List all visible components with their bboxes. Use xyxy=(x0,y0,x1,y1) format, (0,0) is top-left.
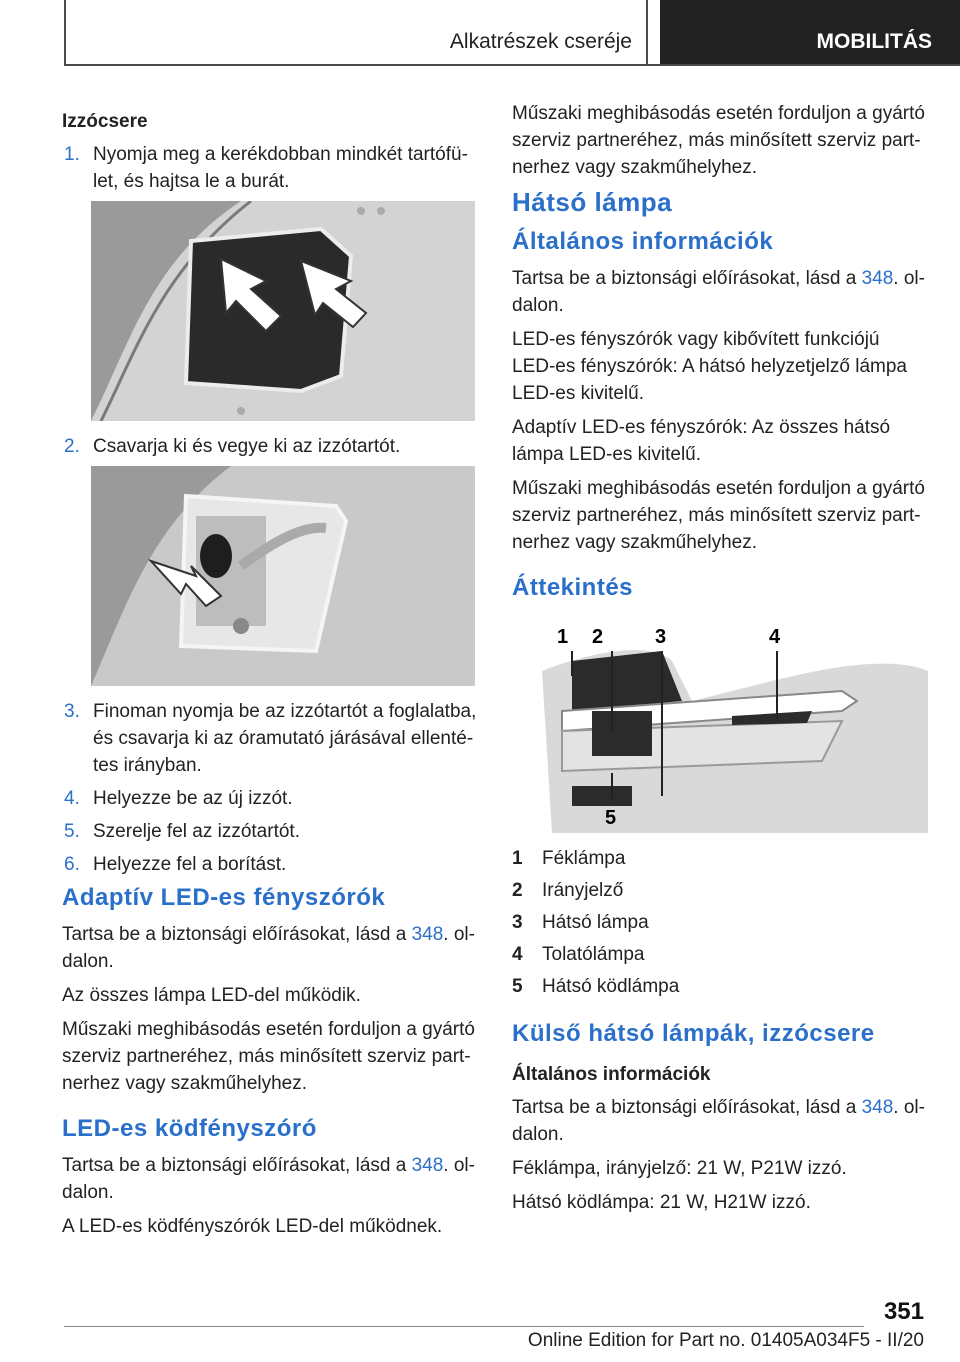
bulb-holder-photo xyxy=(91,466,475,686)
paragraph: A LED-es ködfényszórók LED-del működnek. xyxy=(62,1216,443,1237)
safety-reference: Tartsa be a biztonsági előírásokat, lásd a 348. ol‐ dalon. xyxy=(62,1155,475,1203)
bulb-replacement-heading: Izzócsere xyxy=(62,111,148,132)
header-section-title: Alkatrészek cseréje xyxy=(449,30,632,53)
paragraph: Az összes lámpa LED-del működik. xyxy=(62,985,361,1006)
legend-item: 3 Hátsó lámpa xyxy=(512,912,649,933)
outer-rear-lights-heading: Külső hátsó lámpák, izzócsere xyxy=(512,1020,875,1047)
safety-reference: Tartsa be a biztonsági előírásokat, lásd a 348. ol‐ dalon. xyxy=(512,268,925,316)
legend-item: 2 Irányjelző xyxy=(512,880,624,901)
figure-label-1: 1 xyxy=(557,626,569,648)
adaptive-led-heading: Adaptív LED-es fényszórók xyxy=(62,884,386,911)
paragraph: Műszaki meghibásodás esetén forduljon a gyártó szerviz partneréhez, más minősített szerviz part‐ nerhez vagy szakműhelyhez. xyxy=(512,103,925,178)
paragraph: Műszaki meghibásodás esetén forduljon a gyártó szerviz partneréhez, más minősített szerviz part‐ nerhez vagy szakműhelyhez. xyxy=(512,478,925,553)
rear-light-heading: Hátsó lámpa xyxy=(512,187,673,217)
legend-list xyxy=(512,845,927,1000)
steps-list-b xyxy=(62,433,477,460)
footer-edition: Online Edition for Part no. 01405A034F5 - II/20 xyxy=(527,1330,924,1351)
general-info-subheading: Általános információk xyxy=(512,1064,711,1085)
steps-list-c xyxy=(62,698,477,878)
overview-heading: Áttekintés xyxy=(512,574,634,601)
right-column xyxy=(512,100,927,1223)
paragraph: Műszaki meghibásodás esetén forduljon a gyártó szerviz partneréhez, más minősített szerviz part‐ nerhez vagy szakműhelyhez. xyxy=(62,1019,475,1094)
paragraph: Adaptív LED-es fényszórók: Az összes hátsó lámpa LED-es kivitelű. xyxy=(512,417,891,465)
fog-light-heading: LED-es ködfényszóró xyxy=(62,1115,317,1142)
paragraph: Hátsó ködlámpa: 21 W, H21W izzó. xyxy=(512,1192,811,1213)
figure-label-2: 2 xyxy=(592,626,604,648)
step-text: Nyomja meg a kerékdobban mindkét tartófü‐ let, és hajtsa le a burát. xyxy=(93,144,468,192)
page-link[interactable]: 348 xyxy=(411,924,444,945)
step-number: 3. xyxy=(64,701,80,722)
step-item xyxy=(62,785,477,812)
paragraph: Féklámpa, irányjelző: 21 W, P21W izzó. xyxy=(512,1158,847,1179)
legend-item: 5 Hátsó ködlámpa xyxy=(512,976,680,997)
step-text: Helyezze fel a borítást. xyxy=(93,854,287,875)
step-item xyxy=(62,851,477,878)
page-link[interactable]: 348 xyxy=(861,268,894,289)
step-item xyxy=(62,433,477,460)
figure-label-5: 5 xyxy=(605,807,617,829)
step-number: 1. xyxy=(64,144,80,165)
step-number: 4. xyxy=(64,788,80,809)
left-column xyxy=(62,100,477,1247)
tail-light-diagram xyxy=(512,611,928,833)
safety-reference: Tartsa be a biztonsági előírásokat, lásd a 348. ol‐ dalon. xyxy=(512,1097,925,1145)
page-link[interactable]: 348 xyxy=(411,1155,444,1176)
wheel-arch-cover-photo xyxy=(91,201,475,421)
header-rule xyxy=(64,64,960,66)
general-info-heading: Általános információk xyxy=(512,228,774,255)
step-item xyxy=(62,818,477,845)
step-text: Helyezze be az új izzót. xyxy=(93,788,293,809)
step-text: Szerelje fel az izzótartót. xyxy=(93,821,300,842)
step-number: 5. xyxy=(64,821,80,842)
header-section-box xyxy=(64,0,648,64)
step-item xyxy=(62,698,477,779)
legend-item: 4 Tolatólámpa xyxy=(512,944,645,965)
safety-reference: Tartsa be a biztonsági előírásokat, lásd a 348. ol‐ dalon. xyxy=(62,924,475,972)
step-number: 2. xyxy=(64,436,80,457)
footer-rule xyxy=(64,1326,864,1327)
step-item xyxy=(62,141,477,195)
figure-label-3: 3 xyxy=(655,626,667,648)
page-link[interactable]: 348 xyxy=(861,1097,894,1118)
legend-item: 1 Féklámpa xyxy=(512,848,626,869)
figure-label-4: 4 xyxy=(769,626,781,648)
header-tab-mobility: MOBILITÁS xyxy=(660,0,960,66)
step-number: 6. xyxy=(64,854,80,875)
paragraph: LED-es fényszórók vagy kibővített funkciójú LED-es fényszórók: A hátsó helyzetjelző lámpa LED-es kivitelű. xyxy=(512,329,907,404)
step-text: Finoman nyomja be az izzótartót a foglalatba, és csavarja ki az óramutató járásával ellenté‐ tes irányban. xyxy=(93,701,477,776)
step-text: Csavarja ki és vegye ki az izzótartót. xyxy=(93,436,401,457)
steps-list-a xyxy=(62,141,477,195)
page-number: 351 xyxy=(883,1298,924,1325)
